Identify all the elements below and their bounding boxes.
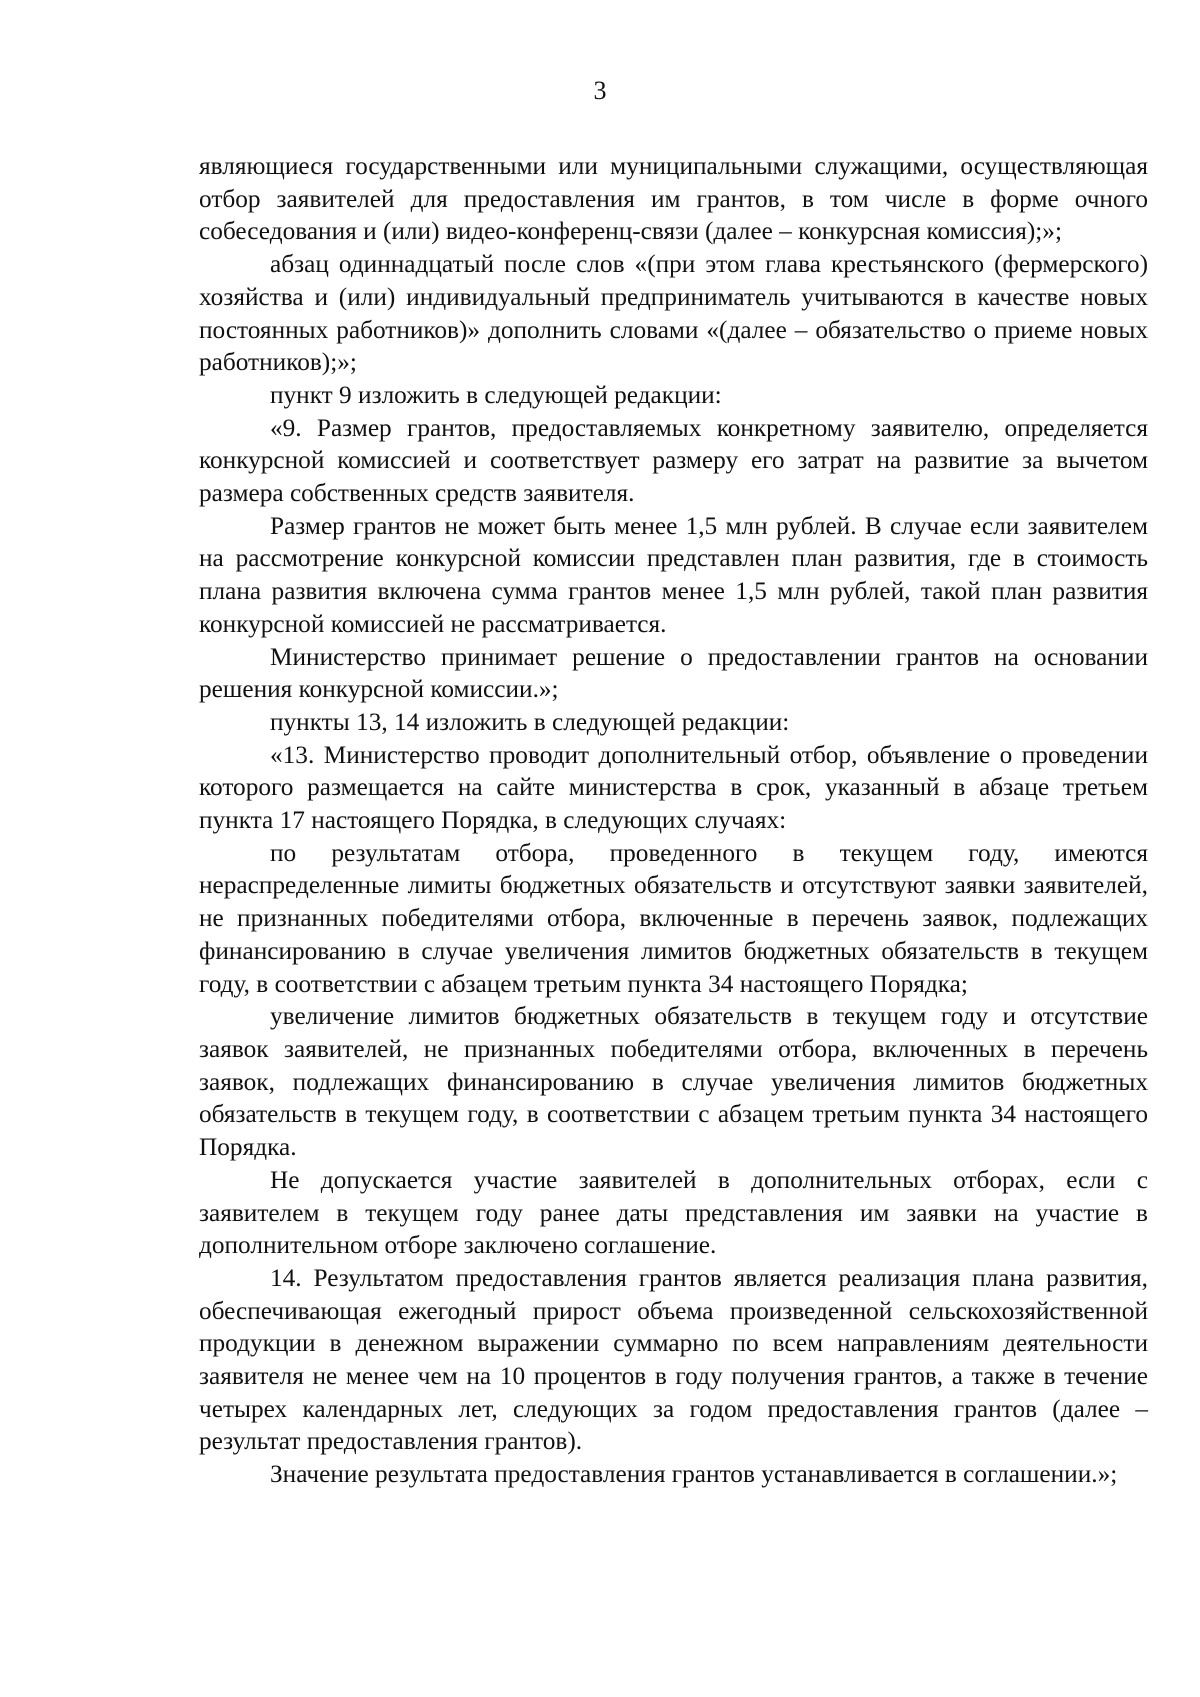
paragraph-item-9-intro: пункт 9 изложить в следующей редакции:	[270, 380, 722, 409]
paragraph-result-value: Значение результата предоставления грантов устанавливается в соглашении.»;	[270, 1460, 1118, 1489]
paragraph-item-13: «13. Министерство проводит дополнительный отбор, объявление о проведении которого размещается на сайте министерства в срок, указанный в абзаце третьем пункта 17 настоящего Порядка, в следующих случаях:	[199, 740, 1148, 835]
paragraph-grant-minimum: Размер грантов не может быть менее 1,5 млн рублей. В случае если заявителем на рассмотрение конкурсной комиссии представлен план развития, где в стоимость плана развития включена сумма грантов менее 1,5 млн рублей, такой план развития конкурсной комиссией не рассматривается.	[199, 511, 1148, 638]
paragraph-amendment-paragraph-eleven: абзац одиннадцатый после слов «(при этом глава крестьянского (фермерского) хозяйства и (или) индивидуальный предприниматель учитываются в качестве новых постоянных работников)» дополнить словами «(далее – обязательство о приеме новых работников);»;	[199, 250, 1148, 377]
paragraph-case-one: по результатам отбора, проведенного в текущем году, имеются нераспределенные лимиты бюджетных обязательств и отсутствуют заявки заявителей, не признанных победителями отбора, включенные в перечень заявок, подлежащих финансированию в случае увеличения лимитов бюджетных обязательств в текущем году, в соответствии с абзацем третьим пункта 34 настоящего Порядка;	[199, 838, 1148, 998]
paragraph-ministry-decision: Министерство принимает решение о предоставлении грантов на основании решения конкурсной комиссии.»;	[199, 642, 1148, 704]
document-body	[199, 150, 1148, 1491]
paragraph-case-two: увеличение лимитов бюджетных обязательств в текущем году и отсутствие заявок заявителей, не признанных победителями отбора, включенных в перечень заявок, подлежащих финансированию в случае увеличения лимитов бюджетных обязательств в текущем году, в соответствии с абзацем третьим пункта 34 настоящего Порядка.	[199, 1002, 1148, 1162]
paragraph-items-13-14-intro: пункты 13, 14 изложить в следующей редакции:	[270, 707, 790, 736]
paragraph-participation-restriction: Не допускается участие заявителей в дополнительных отборах, если с заявителем в текущем году ранее даты представления им заявки на участие в дополнительном отборе заключено соглашение.	[199, 1165, 1148, 1260]
paragraph-item-9: «9. Размер грантов, предоставляемых конкретному заявителю, определяется конкурсной комиссией и соответствует размеру его затрат на развитие за вычетом размера собственных средств заявителя.	[199, 413, 1148, 508]
page-number: 3	[593, 76, 607, 105]
paragraph-continuation: являющиеся государственными или муниципальными служащими, осуществляющая отбор заявителей для предоставления им грантов, в том числе в форме очного собеседования и (или) видео-конференц-связи (далее – конкурсная комиссия);»;	[199, 152, 1148, 246]
paragraph-item-14: 14. Результатом предоставления грантов является реализация плана развития, обеспечивающая ежегодный прирост объема произведенной сельскохозяйственной продукции в денежном выражении суммарно по всем направлениям деятельности заявителя не менее чем на 10 процентов в году получения грантов, а также в течение четырех календарных лет, следующих за годом предоставления грантов (далее – результат предоставления грантов).	[199, 1263, 1148, 1456]
